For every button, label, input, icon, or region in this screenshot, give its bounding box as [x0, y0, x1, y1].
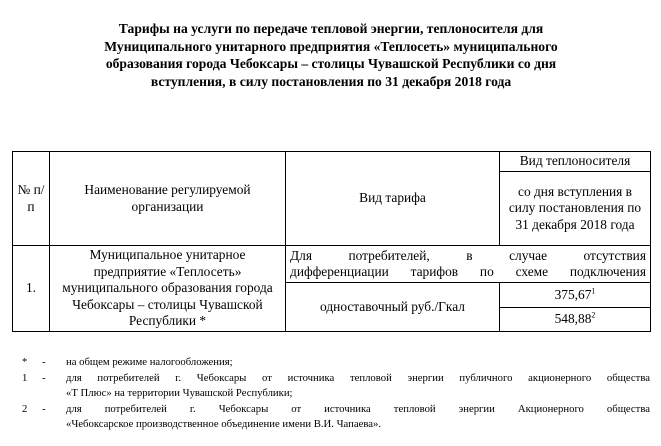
tariff-table [12, 151, 651, 332]
footnote-mark: 1 [591, 286, 596, 296]
footnote-dash: - [42, 356, 46, 368]
footnotes [22, 355, 650, 433]
row-organization: Муниципальное унитарное предприятие «Теплосеть» муниципального образования города Чебоксары – столицы Чувашской Республики * [50, 246, 286, 332]
consumers-text: дифференциации тарифов по схеме подключения [290, 264, 646, 279]
title-line: Тарифы на услуги по передаче тепловой энергии, теплоносителя для [118, 21, 544, 36]
header-organization: Наименование регулируемой организации [50, 152, 286, 246]
title-line: вступления, в силу постановления по 31 декабря 2018 года [150, 73, 512, 89]
header-validity-period: со дня вступления в силу постановления по 31 декабря 2018 года [500, 172, 651, 246]
footnote-item [22, 371, 650, 402]
tariff-value-text: 375,67 [554, 286, 592, 302]
footnote-marker: 1 [22, 371, 28, 384]
footnote-item [22, 402, 650, 433]
footnote-text: для потребителей г. Чебоксары от источника тепловой энергии Акционерного общества [66, 402, 650, 415]
table-row [13, 246, 651, 283]
row-rate-type: одноставочный руб./Гкал [286, 283, 500, 332]
document-title [40, 20, 622, 90]
tariff-value-text: 548,88 [554, 311, 592, 327]
footnote-marker: 2 [22, 402, 28, 415]
footnote-text: для потребителей г. Чебоксары от источника тепловой энергии публичного акционерного общества [66, 371, 650, 384]
footnote-item [22, 355, 650, 371]
footnote-text: «Т Плюс» на территории Чувашской Республики; [66, 387, 293, 399]
footnote-dash: - [42, 371, 46, 384]
tariff-value-1 [500, 283, 651, 308]
title-line: образования города Чебоксары – столицы Чувашской Республики со дня [105, 56, 557, 71]
tariff-value-2 [500, 308, 651, 332]
footnote-text: на общем режиме налогообложения; [66, 356, 233, 368]
header-tariff-type: Вид тарифа [286, 152, 500, 246]
footnote-marker: * [22, 356, 28, 368]
consumers-text: Для потребителей, в случае отсутствия [290, 247, 646, 263]
header-num: № п/п [13, 152, 50, 246]
footnote-mark: 2 [591, 310, 596, 320]
footnote-text: «Чебоксарское производственное объединение имени В.И. Чапаева». [66, 418, 381, 430]
row-consumers [286, 246, 651, 283]
row-num: 1. [13, 246, 50, 332]
footnote-dash: - [42, 402, 46, 415]
title-line: Муниципального унитарного предприятия «Теплосеть» муниципального [104, 38, 558, 54]
table-header-row [13, 152, 651, 172]
header-heat-carrier: Вид теплоносителя [500, 152, 651, 172]
